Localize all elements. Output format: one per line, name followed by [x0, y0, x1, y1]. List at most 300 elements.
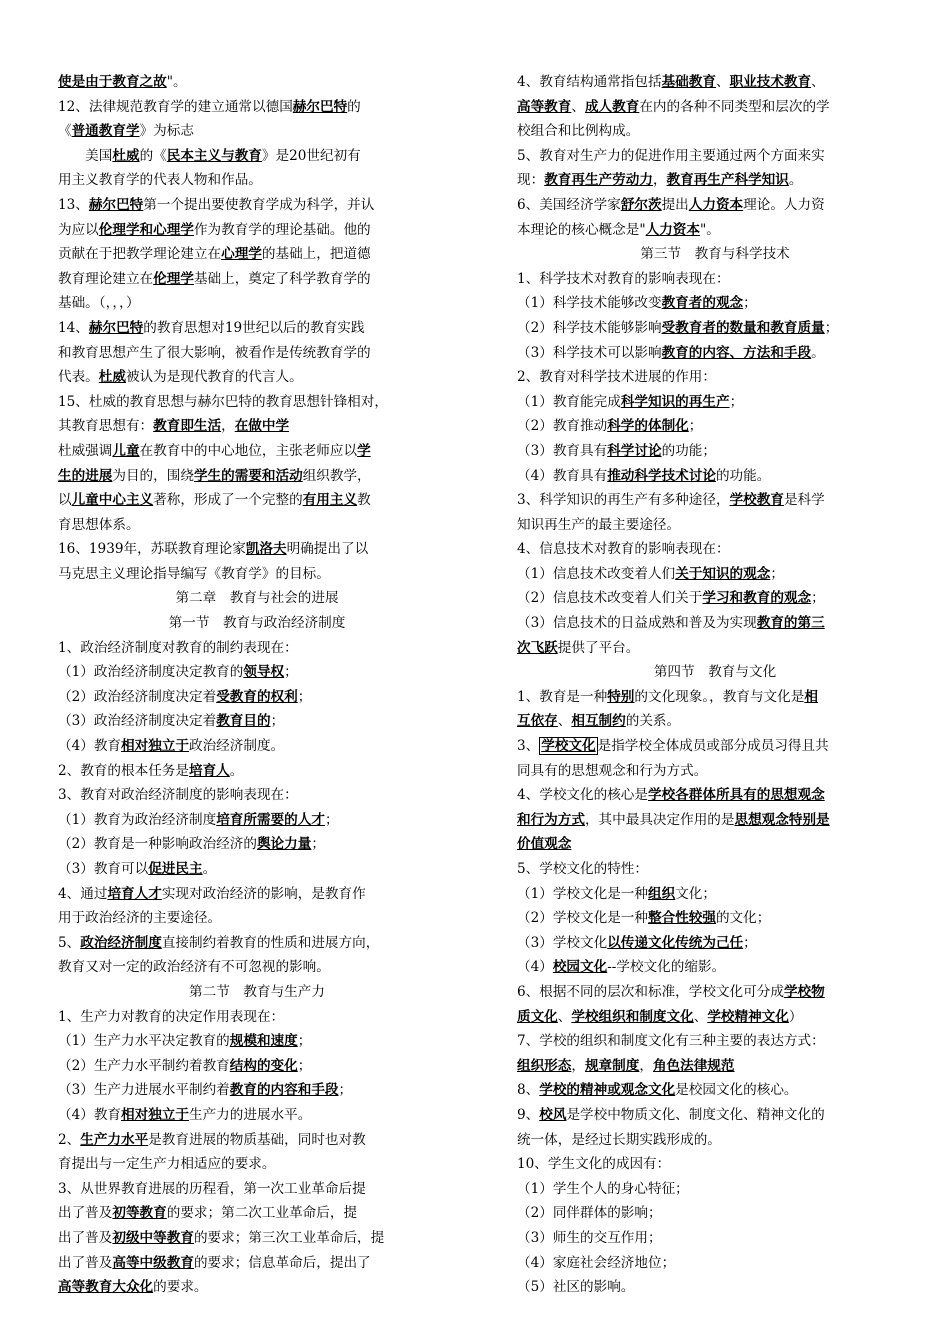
text-run: ；	[297, 1033, 312, 1050]
key-term: 学	[357, 442, 371, 459]
text-run: ；	[743, 934, 757, 951]
text-line	[58, 95, 456, 120]
text-run: 的教育思想对19世纪以后的教育实践	[143, 319, 365, 336]
key-term: 教育再生产科学知识	[666, 172, 789, 189]
text-run: （4）	[517, 959, 553, 976]
text-run: 和教育思想产生了很大影响，被看作是传统教育学的	[58, 344, 371, 361]
key-term: 培育所需要的人才	[216, 811, 325, 828]
text-line	[58, 709, 456, 734]
text-run: 明确提出了以	[286, 541, 369, 558]
text-line	[517, 1005, 913, 1030]
key-term: 学校各群体所具有的思想观念	[648, 787, 825, 804]
text-run: （2）教育是一种影响政治经济的	[58, 836, 257, 853]
text-line	[58, 267, 456, 292]
text-line	[517, 906, 913, 931]
text-run: 出了普及	[58, 1229, 113, 1246]
text-line	[58, 119, 456, 144]
text-run: （2）科学技术能够影响	[517, 319, 662, 336]
key-term: 角色法律规范	[652, 1057, 735, 1074]
text-line	[517, 611, 913, 636]
text-line	[58, 291, 456, 316]
text-run: ，	[639, 1057, 653, 1074]
text-run: 基础。（，，，）	[58, 295, 140, 312]
key-term: 教育即生活	[153, 418, 222, 435]
key-term: 有用主义	[302, 492, 358, 509]
text-run: "。	[699, 221, 720, 238]
text-line	[58, 1152, 456, 1177]
text-run: 。	[202, 861, 217, 877]
text-run: 政治经济制度。	[189, 738, 285, 755]
text-run: 、	[693, 1008, 708, 1025]
text-line	[517, 1078, 913, 1103]
text-line	[58, 464, 456, 489]
text-line	[58, 218, 456, 243]
text-line	[517, 636, 913, 661]
text-line	[58, 144, 456, 169]
key-term: 舒尔茨	[620, 196, 662, 213]
key-term: 科学讨论	[607, 442, 662, 459]
text-run: 本理论的核心概念是"	[517, 221, 646, 238]
text-run: ；	[729, 393, 744, 410]
key-term: 教育再生产劳动力	[544, 172, 653, 189]
text-run: 其教育思想有：	[58, 418, 154, 435]
text-run: 的要求；第三次工业革命后，提	[193, 1229, 385, 1246]
key-term: 心理学	[221, 246, 262, 263]
text-run: （4）教育	[58, 738, 122, 755]
text-run: 用于政治经济的主要途径。	[58, 910, 222, 927]
text-line	[517, 1152, 913, 1177]
text-run: 知识再生产的最主要途径。	[517, 516, 681, 533]
key-term: 规章制度	[584, 1057, 640, 1074]
text-line	[517, 341, 913, 366]
text-run: 贡献在于把教学理论建立在	[58, 246, 222, 263]
text-run: 著称，形成了一个完整的	[153, 492, 303, 509]
text-run: 2、教育对科学技术进展的作用：	[517, 369, 716, 386]
text-line	[517, 808, 913, 833]
text-run: 杜威强调	[58, 442, 113, 459]
text-run: 的文化；	[715, 910, 771, 927]
text-run: （3）教育可以	[58, 861, 149, 877]
text-line	[58, 1128, 456, 1153]
text-run: 教育又对一定的政治经济有不可忽视的影响。	[58, 959, 330, 976]
text-line	[58, 955, 456, 980]
text-run: （2）政治经济制度决定着	[58, 688, 217, 705]
key-term: 领导权	[243, 664, 285, 681]
text-run: （2）同伴群体的影响；	[517, 1205, 662, 1222]
key-term: 教育目的	[216, 713, 271, 730]
text-line	[58, 390, 456, 415]
key-term: 特别	[607, 688, 635, 705]
key-term: 生的进展	[58, 467, 113, 484]
text-run: （2）信息技术改变着人们关于	[517, 590, 703, 607]
text-run: 5、	[58, 934, 81, 951]
text-line	[517, 488, 913, 513]
text-line	[517, 734, 913, 759]
key-term: 伦理学和心理学	[98, 221, 194, 238]
text-line	[517, 537, 913, 562]
key-term: 初等教育	[112, 1205, 167, 1222]
text-run: 基础上，奠定了科学教育学的	[193, 270, 371, 287]
key-term: 价值观念	[517, 836, 572, 853]
text-line	[517, 1029, 913, 1054]
text-run: ；	[270, 713, 285, 730]
text-run: 第二章 教育与社会的进展	[175, 590, 339, 607]
key-term: 成人教育	[584, 98, 640, 115]
key-term: 职业技术教育	[729, 74, 812, 90]
right-column	[517, 70, 913, 1300]
key-term: 赫尔巴特	[88, 319, 144, 336]
text-line	[58, 1177, 456, 1202]
text-run: 3、科学知识的再生产有多种途径，	[517, 492, 730, 509]
left-column	[58, 70, 456, 1300]
text-run: 被认为是现代教育的代言人。	[125, 369, 303, 386]
section-heading	[517, 242, 913, 267]
text-line	[517, 562, 913, 587]
text-line	[58, 636, 456, 661]
text-line	[58, 1103, 456, 1128]
text-run: 为应以	[58, 221, 99, 238]
text-line	[517, 1201, 913, 1226]
text-run: 作为教育学的理论基础。他的	[193, 221, 371, 238]
key-term: 受教育者的数量和教育质量	[661, 319, 825, 336]
text-run: ；	[770, 565, 784, 582]
text-run: 校组合和比例构成。	[517, 123, 640, 140]
key-term: 政治经济制度	[80, 934, 162, 951]
text-line	[517, 1177, 913, 1202]
text-run: ；	[297, 1057, 312, 1074]
text-run: （1）学校文化是一种	[517, 885, 648, 902]
text-line	[517, 1251, 913, 1276]
text-line	[58, 1054, 456, 1079]
text-run: （1）学生个人的身心特征；	[517, 1180, 689, 1197]
text-run: （2）学校文化是一种	[517, 910, 648, 927]
key-term: 生产力水平	[80, 1131, 149, 1148]
text-run: ；	[811, 590, 825, 607]
text-line	[58, 783, 456, 808]
text-run: 的要求；第二次工业革命后，提	[166, 1205, 358, 1222]
key-term: 质文化	[517, 1008, 558, 1025]
text-run: ；	[324, 811, 339, 828]
key-term: 民本主义与教育	[166, 147, 262, 164]
key-term: 高等教育大众化	[58, 1279, 154, 1296]
text-run: ，	[221, 418, 235, 435]
text-run: 的功能。	[715, 467, 771, 484]
key-term: 使是由于教育之故	[58, 74, 167, 90]
text-line	[517, 193, 913, 218]
text-line	[58, 341, 456, 366]
text-run: 的关系。	[625, 713, 681, 730]
key-term: 人力资本	[688, 196, 744, 213]
key-term: 普通教育学	[71, 123, 140, 140]
text-line	[58, 660, 456, 685]
text-run: 8、	[517, 1082, 540, 1099]
text-run: 14、	[58, 319, 89, 336]
text-run: 2、教育的根本任务是	[58, 762, 189, 779]
key-term: 整合性较强	[648, 910, 716, 927]
text-run: 第四节 教育与文化	[653, 664, 777, 681]
key-term: 校风	[539, 1106, 567, 1123]
text-run: --学校文化的缩影。	[607, 959, 726, 976]
text-run: （1）生产力水平决定教育的	[58, 1033, 230, 1050]
key-term: 相	[804, 688, 818, 705]
text-line	[517, 709, 913, 734]
text-run: 6、美国经济学家	[517, 196, 621, 213]
text-run: 1、教育是一种	[517, 688, 608, 705]
text-run: 16、1939年，苏联教育理论家	[58, 541, 246, 558]
key-term: 赫尔巴特	[88, 196, 144, 213]
text-run: 现：	[517, 172, 545, 189]
text-line	[58, 168, 456, 193]
text-run: （3）政治经济制度决定着	[58, 713, 217, 730]
key-term: 促进民主	[148, 861, 203, 877]
key-term: 科学知识的再生产	[620, 393, 730, 410]
text-line	[58, 193, 456, 218]
text-run: 的	[347, 98, 361, 115]
text-run: （3）信息技术的日益成熟和普及为实现	[517, 615, 757, 632]
text-run: 在内的各种不同类型和层次的学	[639, 98, 830, 115]
text-line	[517, 1103, 913, 1128]
text-line	[517, 955, 913, 980]
key-term: 教育者的观念	[661, 295, 744, 312]
text-run: 实现对政治经济的影响，是教育作	[161, 885, 366, 902]
key-term: 凯洛夫	[245, 541, 287, 558]
text-run: 1、科学技术对教育的影响表现在：	[517, 270, 730, 287]
text-run: ；	[688, 418, 703, 435]
text-run: 5、教育对生产力的促进作用主要通过两个方面来实	[517, 147, 825, 164]
key-term: 学校物	[783, 983, 825, 1000]
text-run: 3、教育对政治经济制度的影响表现在：	[58, 787, 298, 804]
text-run: 3、从世界教育进展的历程看，第一次工业革命后提	[58, 1180, 366, 1197]
text-line	[517, 95, 913, 120]
text-run: 4、教育结构通常指包括	[517, 74, 662, 90]
key-term: 思想观念特别是	[734, 811, 830, 828]
text-run: 、	[715, 74, 730, 90]
key-term: 科学的体制化	[607, 418, 689, 435]
text-run: 用主义教育学的代表人物和作品。	[58, 172, 262, 189]
text-run: 。	[229, 762, 244, 779]
key-term: 教育的内容和手段	[229, 1082, 339, 1099]
key-term: 杜威	[112, 147, 140, 164]
text-run: 4、学校文化的核心是	[517, 787, 648, 804]
text-run: 12、法律规范教育学的建立通常以德国	[58, 98, 293, 115]
text-run: 教	[357, 492, 371, 509]
key-term: 关于知识的观念	[675, 565, 771, 582]
text-run: 美国	[58, 147, 113, 164]
text-run: 、	[557, 1008, 572, 1025]
text-run: 。	[788, 172, 803, 189]
text-run: 3、	[517, 738, 540, 755]
text-run: 教育理论建立在	[58, 270, 154, 287]
text-run: 》为标志	[139, 123, 194, 140]
key-term: 互依存	[517, 713, 558, 730]
text-run: 文化；	[675, 885, 716, 902]
key-term: 学习和教育的观念	[702, 590, 812, 607]
text-line	[517, 1275, 913, 1300]
key-term: 组织	[648, 885, 676, 902]
text-line	[517, 316, 913, 341]
text-run: 5、学校文化的特性：	[517, 861, 648, 877]
text-line	[517, 464, 913, 489]
key-term: 次飞跃	[517, 639, 558, 656]
text-run: 在教育中的中心地位，主张老师应以	[139, 442, 358, 459]
text-run: 提出	[661, 196, 689, 213]
text-run: ；	[284, 664, 298, 681]
text-run: 第三节 教育与科学技术	[640, 246, 790, 263]
text-run: （1）教育为政治经济制度	[58, 811, 217, 828]
key-term: 杜威	[98, 369, 126, 386]
text-line	[58, 488, 456, 513]
key-term: 高等中级教育	[112, 1254, 194, 1271]
text-line	[517, 414, 913, 439]
key-term: 高等教育	[517, 98, 572, 115]
text-run: 是科学	[783, 492, 825, 509]
text-run: 《	[58, 123, 72, 140]
text-line	[58, 759, 456, 784]
text-run: （2）教育推动	[517, 418, 608, 435]
text-run: 第一个提出要使教育学成为科学，并认	[143, 196, 375, 213]
text-run: ，	[571, 1057, 585, 1074]
text-line	[517, 882, 913, 907]
key-term: 相对独立于	[121, 738, 189, 755]
key-term: 儿童	[112, 442, 140, 459]
text-run: ；	[311, 836, 325, 853]
key-term: 相对独立于	[121, 1106, 189, 1123]
text-line	[58, 1251, 456, 1276]
text-run: 的要求；信息革命后，提出了	[193, 1254, 371, 1271]
text-run: 4、信息技术对教育的影响表现在：	[517, 541, 730, 558]
text-line	[58, 734, 456, 759]
text-line	[58, 1005, 456, 1030]
text-line	[58, 1275, 456, 1300]
text-line	[58, 882, 456, 907]
text-run: 、	[557, 713, 572, 730]
key-term: 组织形态	[517, 1057, 572, 1074]
key-term: 儿童中心主义	[71, 492, 154, 509]
text-line	[517, 168, 913, 193]
key-term: 学校的精神或观念文化	[539, 1082, 676, 1099]
text-run: ；	[743, 295, 757, 312]
text-line	[58, 365, 456, 390]
text-run: （4）教育具有	[517, 467, 608, 484]
text-run: 、	[571, 98, 585, 115]
text-run: （4）教育	[58, 1106, 122, 1123]
key-term: 培育人	[189, 762, 230, 779]
text-run: 第一节 教育与政治经济制度	[168, 615, 346, 632]
text-line	[58, 1201, 456, 1226]
text-run: 9、	[517, 1106, 540, 1123]
key-term: 学校精神文化	[707, 1008, 789, 1025]
text-run: 是学校中物质文化、制度文化、精神文化的	[566, 1106, 825, 1123]
text-run: （3）学校文化	[517, 934, 608, 951]
text-run: 7、学校的组织和制度文化有三种主要的表达方式：	[517, 1033, 825, 1050]
text-run: （3）教育具有	[517, 442, 608, 459]
text-run: ，其中最具决定作用的是	[584, 811, 735, 828]
text-run: （1）政治经济制度决定教育的	[58, 664, 244, 681]
key-term: 教育的第三	[756, 615, 825, 632]
key-term: 基础教育	[661, 74, 716, 90]
text-run: （4）家庭社会经济地位；	[517, 1254, 676, 1271]
text-line	[517, 218, 913, 243]
text-line	[58, 685, 456, 710]
section-heading	[58, 611, 456, 636]
key-term: 学生的需要和活动	[193, 467, 303, 484]
text-run: ，	[652, 172, 667, 189]
text-run: 直接制约着教育的性质和进展方向，	[161, 934, 380, 951]
text-line	[517, 291, 913, 316]
text-run: 出了普及	[58, 1205, 113, 1222]
key-term: 相互制约	[571, 713, 626, 730]
text-run: 的文化现象。，教育与文化是	[634, 688, 805, 705]
text-line	[517, 759, 913, 784]
text-run: 的功能；	[661, 442, 716, 459]
text-line	[58, 1226, 456, 1251]
text-run: 的要求。	[153, 1279, 208, 1296]
text-run: 育思想体系。	[58, 516, 140, 533]
text-run: 理论。人力资	[743, 196, 825, 213]
text-run: 。	[811, 344, 825, 361]
text-run: 15、杜威的教育思想与赫尔巴特的教育思想针锋相对，	[58, 393, 388, 410]
text-line	[58, 439, 456, 464]
text-run: ；	[338, 1082, 353, 1099]
text-line	[517, 685, 913, 710]
key-term: 学校文化	[541, 738, 596, 755]
text-line	[517, 1226, 913, 1251]
key-term: 培育人才	[107, 885, 162, 902]
section-heading	[517, 660, 913, 685]
text-line	[58, 1078, 456, 1103]
text-line	[517, 390, 913, 415]
text-run: ；	[297, 688, 312, 705]
text-run: 1、政治经济制度对教育的制约表现在：	[58, 639, 298, 656]
text-run: （3）科学技术可以影响	[517, 344, 662, 361]
text-run: 》是20世纪初有	[261, 147, 361, 164]
key-term: 受教育的权利	[216, 688, 298, 705]
key-term: 和行为方式	[517, 811, 585, 828]
text-line	[517, 783, 913, 808]
text-run: 是教育进展的物质基础，同时也对教	[148, 1131, 366, 1148]
text-line	[517, 119, 913, 144]
section-heading	[58, 980, 456, 1005]
text-line	[517, 144, 913, 169]
text-run: 组织教学，	[302, 467, 371, 484]
text-run: 生产力的进展水平。	[189, 1106, 312, 1123]
key-term: 以传递文化传统为己任	[607, 934, 744, 951]
text-line	[517, 1128, 913, 1153]
text-run: 10、学生文化的成因有：	[517, 1156, 671, 1173]
text-run: 代表。	[58, 369, 99, 386]
key-term: 人力资本	[645, 221, 700, 238]
text-line	[517, 439, 913, 464]
text-line	[517, 1054, 913, 1079]
text-run: 马克思主义理论指导编写《教育学》的目标。	[58, 565, 330, 582]
key-term: 规模和速度	[229, 1033, 298, 1050]
key-term: 校园文化	[552, 959, 608, 976]
text-run: （3）生产力进展水平制约着	[58, 1082, 230, 1099]
text-run: （1）信息技术改变着人们	[517, 565, 676, 582]
text-line	[58, 857, 456, 882]
key-term: 教育的内容、方法和手段	[661, 344, 812, 361]
text-run: "。	[166, 74, 187, 90]
text-run: 的基础上，把道德	[261, 246, 371, 263]
key-term: 推动科学技术讨论	[607, 467, 716, 484]
text-run: 以	[58, 492, 72, 509]
text-run: 第二节 教育与生产力	[189, 983, 325, 1000]
key-term: 学校教育	[729, 492, 784, 509]
text-run: 6、根据不同的层次和标准，学校文化可分成	[517, 983, 784, 1000]
text-run: 统一体，是经过长期实践形成的。	[517, 1131, 721, 1148]
text-line	[58, 808, 456, 833]
text-line	[58, 70, 456, 95]
